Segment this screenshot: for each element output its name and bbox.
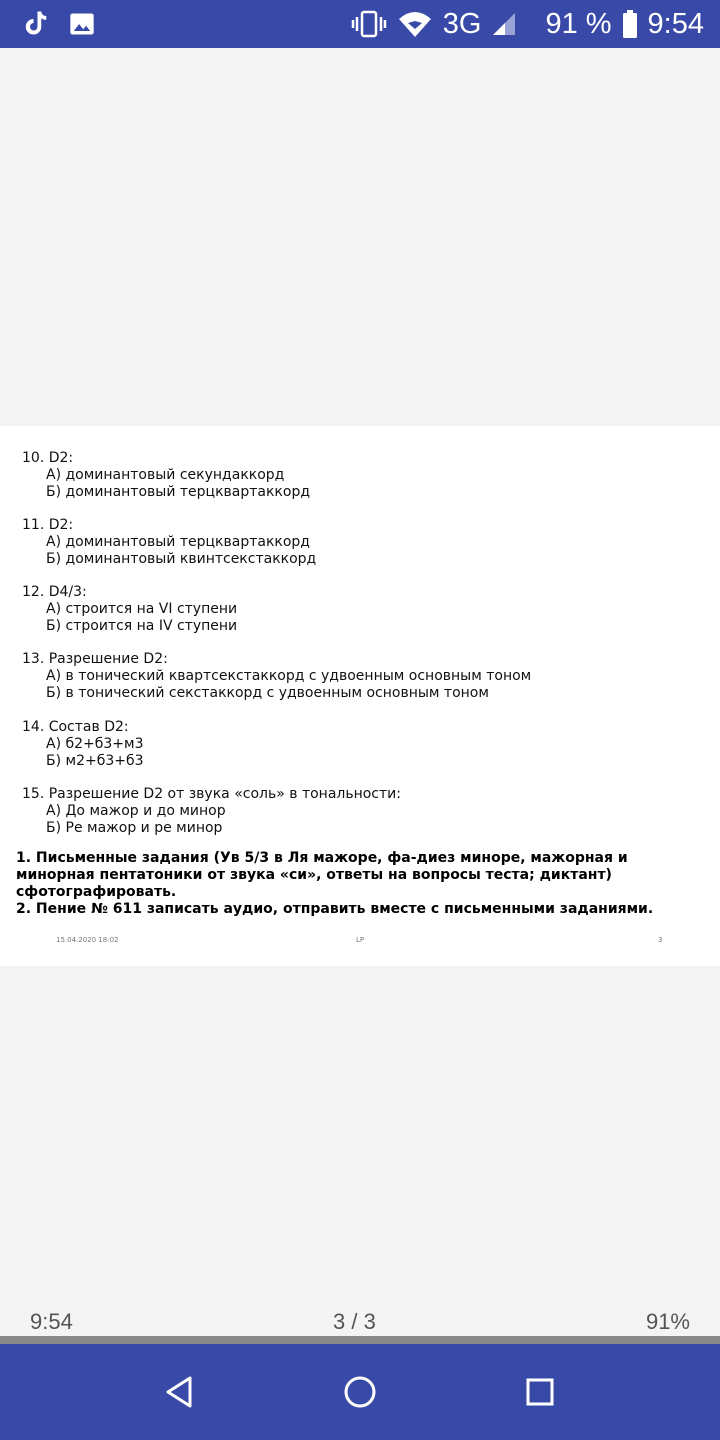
footer-date: 15.04.2020 18:02 (56, 936, 119, 944)
option-a: А) в тонический квартсекстаккорд с удвоенным основным тоном (46, 668, 532, 684)
pdf-page[interactable] (0, 426, 720, 966)
viewer-battery: 91% (645, 1309, 690, 1334)
back-button[interactable] (160, 1372, 200, 1412)
scroll-progress-bar[interactable] (0, 1336, 720, 1344)
option-a: А) доминантовый секундаккорд (46, 467, 285, 483)
tiktok-notification-icon (20, 9, 50, 39)
option-b: Б) доминантовый квинтсекстаккорд (46, 551, 317, 567)
option-b: Б) м2+б3+б3 (46, 753, 144, 769)
question-title: 13. Разрешение D2: (22, 651, 168, 667)
question-12 (22, 584, 237, 635)
battery-icon (622, 9, 638, 39)
option-a: А) До мажор и до минор (46, 803, 226, 819)
footer-page-number: 3 (658, 936, 663, 944)
question-14 (22, 719, 144, 770)
question-15 (22, 786, 401, 837)
question-10 (22, 450, 310, 501)
option-a: А) б2+б3+м3 (46, 736, 144, 752)
recents-button[interactable] (520, 1372, 560, 1412)
recents-square-icon (520, 1372, 560, 1412)
question-title: 12. D4/3: (22, 584, 87, 600)
option-b: Б) в тонический секстаккорд с удвоенным основным тоном (46, 685, 489, 701)
vibrate-icon (351, 9, 387, 39)
viewer-clock: 9:54 (30, 1309, 73, 1334)
network-type-label: 3G (442, 7, 482, 40)
question-title: 14. Состав D2: (22, 719, 129, 735)
question-title: 11. D2: (22, 517, 74, 533)
question-title: 10. D2: (22, 450, 74, 466)
back-triangle-icon (160, 1372, 200, 1412)
signal-icon (491, 11, 517, 37)
option-b: Б) доминантовый терцквартаккорд (46, 484, 311, 500)
option-b: Б) Ре мажор и ре минор (46, 820, 223, 836)
task-2: 2. Пение № 611 записать аудио, отправить вместе с письменными заданиями. (16, 901, 654, 917)
status-bar (0, 0, 720, 48)
gallery-notification-icon (68, 10, 96, 38)
footer-mark: LP (356, 936, 365, 944)
viewer-info-bar (0, 1305, 720, 1337)
battery-percent: 91 % (545, 7, 612, 40)
option-a: А) доминантовый терцквартаккорд (46, 534, 310, 550)
question-title: 15. Разрешение D2 от звука «соль» в тональности: (22, 786, 401, 802)
tasks-block (16, 850, 676, 918)
task-1: 1. Письменные задания (Ув 5/3 в Ля мажоре, фа-диез миноре, мажорная и минорная пентатоники от звука «си», ответы на вопросы теста; диктант) сфотографировать. (16, 850, 628, 900)
status-time: 9:54 (647, 7, 704, 40)
question-13 (22, 651, 531, 702)
option-a: А) строится на VI ступени (46, 601, 238, 617)
home-button[interactable] (340, 1372, 380, 1412)
navigation-bar (0, 1344, 720, 1440)
wifi-icon (397, 9, 433, 39)
option-b: Б) строится на IV ступени (46, 618, 238, 634)
question-11 (22, 517, 316, 568)
home-circle-icon (340, 1372, 380, 1412)
scroll-progress-fill (0, 1336, 720, 1344)
page-indicator: 3 / 3 (333, 1309, 376, 1334)
